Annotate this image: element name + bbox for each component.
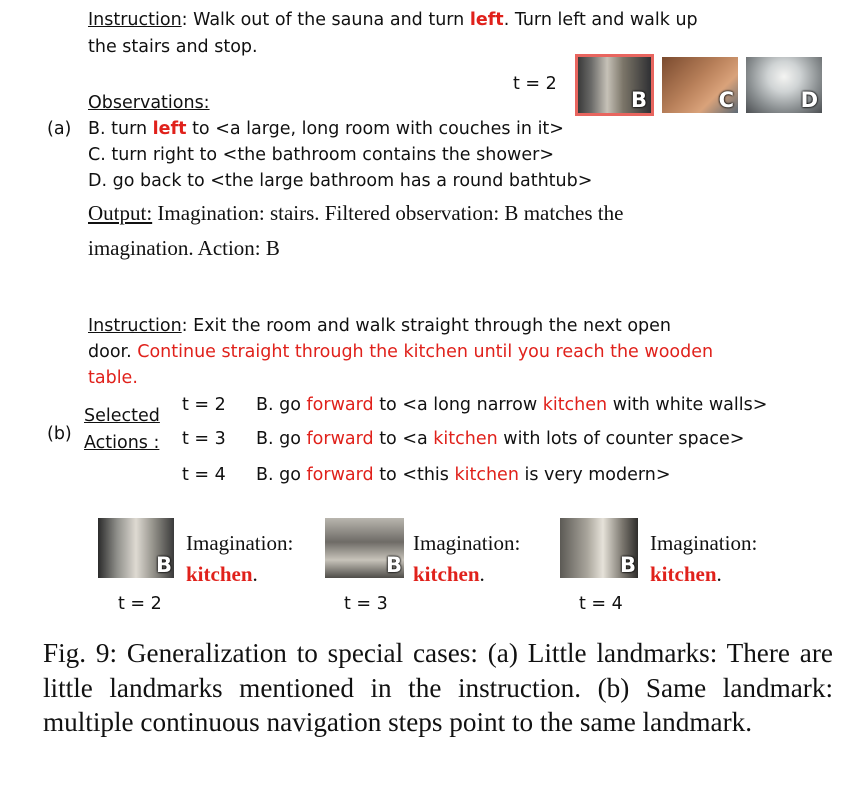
panel-b-instruction-line1: Instruction: Exit the room and walk straight through the next open: [88, 316, 672, 336]
image-label-d: D: [800, 88, 818, 112]
panel-b-tag: (b): [47, 424, 72, 444]
imagination-time-t2: t = 2: [118, 594, 162, 614]
image-label-b: B: [155, 553, 172, 577]
imagination-value-t3: kitchen.: [413, 562, 485, 586]
panel-b-instruction-line2: door. Continue straight through the kitchen until you reach the wooden: [88, 342, 714, 362]
observation-c: C. turn right to <the bathroom contains the shower>: [88, 145, 554, 165]
highlight-left: left: [152, 119, 187, 139]
imagination-time-t4: t = 4: [579, 594, 623, 614]
candidate-image-c: [662, 57, 738, 113]
image-label-b: B: [630, 88, 647, 112]
observation-b: B. turn left to <a large, long room with couches in it>: [88, 119, 564, 139]
imagination-label-t2: Imagination:: [186, 531, 294, 555]
imagination-label-t3: Imagination:: [413, 531, 521, 555]
imagination-image-t3: [325, 518, 404, 578]
actions-label: Actions :: [84, 433, 160, 453]
action-row-t4: B. go forward to <this kitchen is very modern>: [256, 465, 671, 485]
output-label: Output:: [88, 201, 153, 225]
figure-caption: Fig. 9: Generalization to special cases: (a) Little landmarks: There are little landmarks mentioned in the instruction. (b) Same landmark: multiple continuous navigation steps point to the same landmark.: [43, 638, 833, 737]
highlight-kitchen: kitchen: [454, 465, 519, 485]
highlight-forward: forward: [306, 465, 374, 485]
imagination-label-t4: Imagination:: [650, 531, 758, 555]
candidate-image-b: [575, 54, 654, 116]
highlight-left: left: [469, 10, 504, 30]
selected-label: Selected: [84, 406, 160, 426]
panel-a-instruction-line1: Instruction: Walk out of the sauna and turn left. Turn left and walk up: [88, 10, 698, 30]
action-time-t4: t = 4: [182, 465, 226, 485]
panel-a-time-label: t = 2: [513, 74, 557, 94]
highlight-kitchen: kitchen: [433, 429, 498, 449]
image-label-c: C: [718, 88, 734, 112]
panel-b-instruction-line3: table.: [88, 368, 138, 388]
output-line1: Output: Imagination: stairs. Filtered observation: B matches the: [88, 201, 624, 225]
observations-label: Observations:: [88, 93, 210, 113]
instruction-label: Instruction: [88, 316, 182, 336]
imagination-image-t4: [560, 518, 638, 578]
action-row-t3: B. go forward to <a kitchen with lots of counter space>: [256, 429, 745, 449]
highlight-forward: forward: [306, 395, 374, 415]
image-label-b: B: [619, 553, 636, 577]
imagination-time-t3: t = 3: [344, 594, 388, 614]
candidate-image-d: [746, 57, 822, 113]
imagination-value-t4: kitchen.: [650, 562, 722, 586]
panel-a-instruction-line2: the stairs and stop.: [88, 37, 258, 57]
highlight-forward: forward: [306, 429, 374, 449]
image-label-b: B: [385, 553, 402, 577]
highlight-continue: Continue straight through the kitchen until you reach the wooden: [137, 342, 714, 362]
instruction-label: Instruction: [88, 10, 182, 30]
highlight-kitchen: kitchen: [542, 395, 608, 415]
panel-a-tag: (a): [47, 119, 72, 139]
output-line2: imagination. Action: B: [88, 236, 280, 260]
action-row-t2: B. go forward to <a long narrow kitchen with white walls>: [256, 395, 768, 415]
observation-d: D. go back to <the large bathroom has a round bathtub>: [88, 171, 593, 191]
imagination-image-t2: [98, 518, 174, 578]
action-time-t2: t = 2: [182, 395, 226, 415]
action-time-t3: t = 3: [182, 429, 226, 449]
imagination-value-t2: kitchen.: [186, 562, 258, 586]
